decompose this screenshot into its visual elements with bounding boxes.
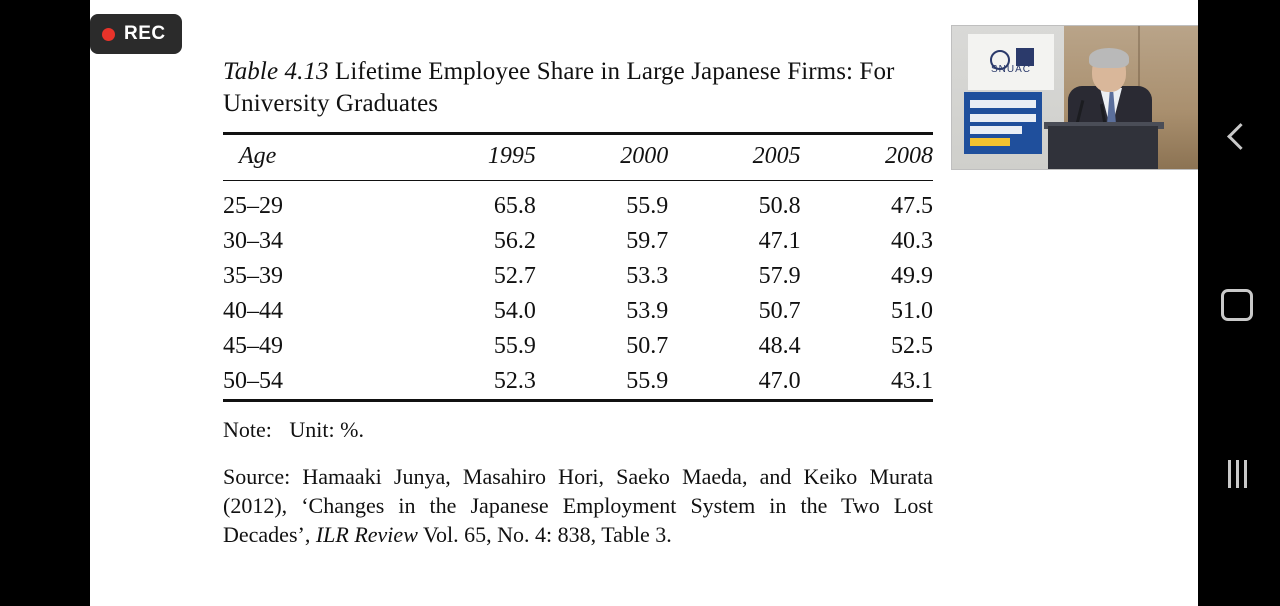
cell-2008: 40.3 bbox=[891, 228, 933, 254]
stop-icon bbox=[1221, 289, 1253, 321]
cell-2000: 55.9 bbox=[536, 181, 668, 225]
table-row bbox=[223, 294, 933, 329]
column-header-age: Age bbox=[223, 134, 404, 181]
source-suffix: Vol. 65, No. 4: 838, Table 3. bbox=[422, 522, 672, 547]
venue-logo-panel bbox=[968, 34, 1054, 90]
source-journal: ILR Review bbox=[315, 522, 418, 547]
cell-2008: 49.9 bbox=[891, 263, 933, 289]
record-indicator-icon bbox=[102, 28, 115, 41]
cell-2005: 47.0 bbox=[758, 368, 801, 394]
cell-2005: 50.8 bbox=[668, 181, 800, 225]
document-content bbox=[223, 56, 935, 549]
chevron-left-icon bbox=[1227, 123, 1254, 150]
cell-age: 40–44 bbox=[223, 298, 283, 324]
stop-recording-button[interactable] bbox=[1216, 284, 1258, 326]
cell-2008: 51.0 bbox=[891, 298, 933, 324]
cell-1995: 52.7 bbox=[493, 263, 536, 289]
event-banner bbox=[964, 92, 1042, 154]
cell-1995: 65.8 bbox=[404, 181, 536, 225]
cell-2000: 59.7 bbox=[626, 228, 669, 254]
venue-logo-text: SNUAC bbox=[990, 64, 1031, 75]
cell-2005: 57.9 bbox=[758, 263, 801, 289]
table-row bbox=[223, 364, 933, 401]
cell-2005: 50.7 bbox=[758, 298, 801, 324]
podium bbox=[1048, 126, 1158, 169]
cell-2000: 55.9 bbox=[626, 368, 669, 394]
pause-icon bbox=[1228, 460, 1247, 488]
table-row bbox=[223, 224, 933, 259]
table-number: Table 4.13 bbox=[223, 58, 329, 85]
source-prefix: Source: Hamaaki Junya, Masahiro Hori, Saeko Maeda, and Keiko Murata (2012), ‘Changes in the Japanese Employment System in the Two Lost Decades’, bbox=[223, 464, 933, 547]
cell-2005: 48.4 bbox=[758, 333, 801, 359]
cell-2000: 53.9 bbox=[626, 298, 669, 324]
column-header-2008: 2008 bbox=[801, 134, 933, 181]
table-row bbox=[223, 181, 933, 225]
cell-1995: 52.3 bbox=[493, 368, 536, 394]
table-bottom-rule bbox=[223, 401, 933, 403]
table-note bbox=[223, 416, 935, 444]
speaker-hair bbox=[1089, 48, 1129, 68]
cell-2000: 53.3 bbox=[626, 263, 669, 289]
table-row bbox=[223, 329, 933, 364]
cell-age: 25–29 bbox=[223, 181, 404, 225]
data-table bbox=[223, 132, 933, 402]
cell-age: 30–34 bbox=[223, 228, 283, 254]
cell-1995: 54.0 bbox=[493, 298, 536, 324]
note-label: Note: bbox=[223, 417, 272, 442]
table-caption bbox=[223, 56, 935, 120]
recording-label: REC bbox=[124, 23, 166, 44]
cell-2008: 47.5 bbox=[801, 181, 933, 225]
table-header-row bbox=[223, 134, 933, 181]
recording-badge bbox=[90, 14, 182, 54]
cell-2005: 47.1 bbox=[758, 228, 801, 254]
cell-age: 50–54 bbox=[223, 368, 283, 394]
cell-1995: 56.2 bbox=[493, 228, 536, 254]
speaker-video[interactable] bbox=[952, 26, 1198, 169]
table-row bbox=[223, 259, 933, 294]
previous-slide-button[interactable] bbox=[1216, 115, 1258, 157]
pause-recording-button[interactable] bbox=[1216, 453, 1258, 495]
table-title: Lifetime Employee Share in Large Japanese Firms: For University Graduates bbox=[223, 58, 895, 117]
note-text: Unit: %. bbox=[289, 417, 364, 442]
column-header-1995: 1995 bbox=[404, 134, 536, 181]
table-source bbox=[223, 462, 933, 549]
cell-age: 35–39 bbox=[223, 263, 283, 289]
cell-1995: 55.9 bbox=[493, 333, 536, 359]
cell-2008: 43.1 bbox=[891, 368, 933, 394]
column-header-2005: 2005 bbox=[668, 134, 800, 181]
cell-age: 45–49 bbox=[223, 333, 283, 359]
column-header-2000: 2000 bbox=[536, 134, 668, 181]
cell-2008: 52.5 bbox=[891, 333, 933, 359]
cell-2000: 50.7 bbox=[626, 333, 669, 359]
